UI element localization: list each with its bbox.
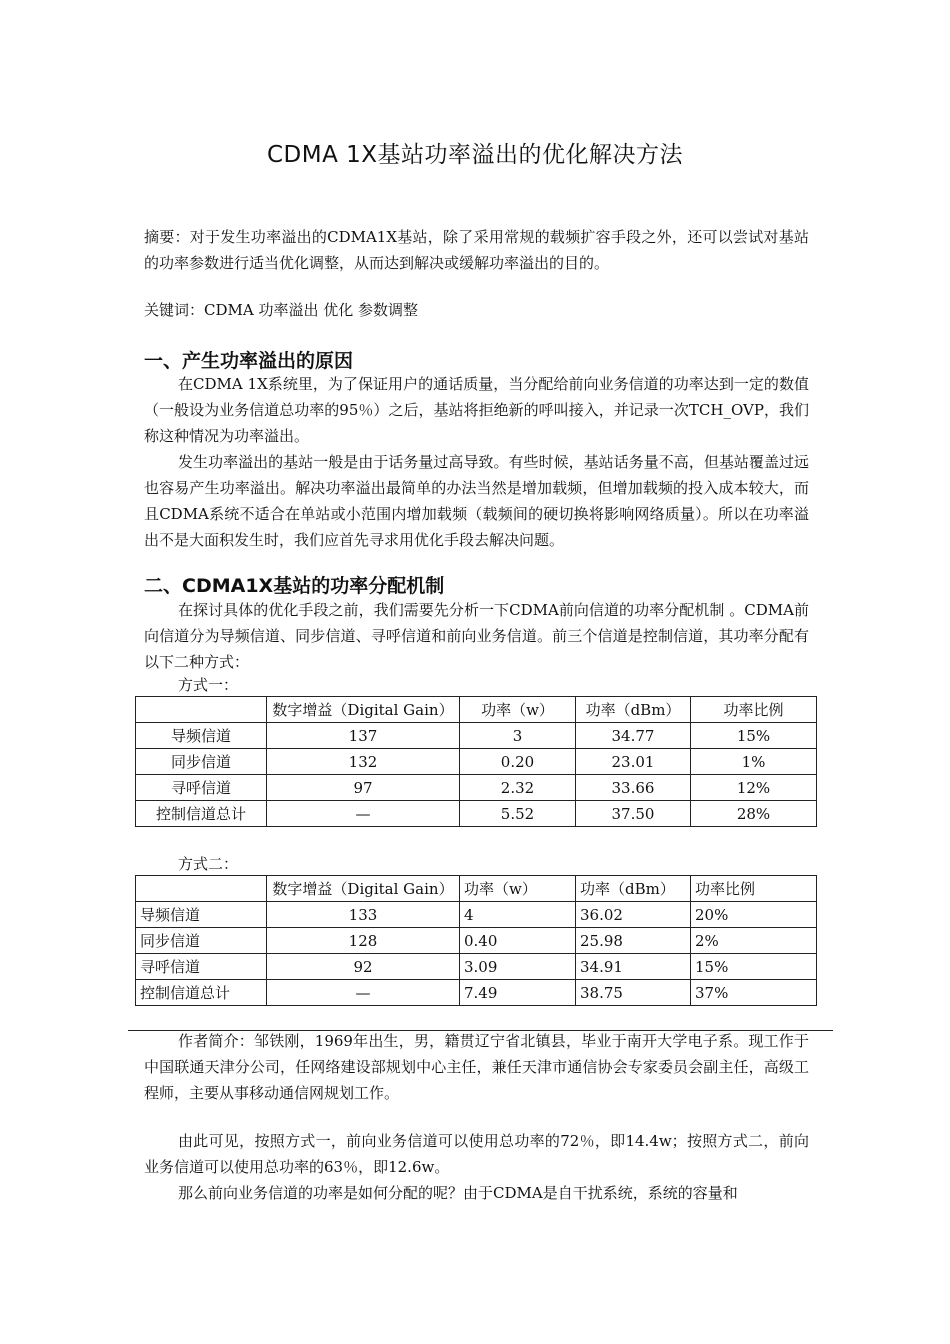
table-cell: 3.09: [460, 954, 576, 980]
table-cell: —: [267, 801, 460, 827]
table-cell: 37.50: [576, 801, 691, 827]
table-row: [136, 928, 817, 954]
author-note: 作者简介：邹铁刚，1969年出生，男，籍贯辽宁省北镇县，毕业于南开大学电子系。现工作于中国联通天津分公司，任网络建设部规划中心主任，兼任天津市通信协会专家委员会副主任，高级工程师，主要从事移动通信网规划工作。: [144, 1032, 809, 1102]
table-row: [136, 749, 817, 775]
table-header-cell: 功率比例: [691, 697, 817, 723]
table-cell: 92: [267, 954, 460, 980]
document-title: CDMA 1X基站功率溢出的优化解决方法: [266, 142, 684, 168]
table-cell: 128: [267, 928, 460, 954]
table-cell: 23.01: [576, 749, 691, 775]
section2-paragraph-1: 在探讨具体的优化手段之前，我们需要先分析一下CDMA前向信道的功率分配机制 。CDMA前向信道分为导频信道、同步信道、寻呼信道和前向业务信道。前三个信道是控制信道，其功率分配有以下二种方式：: [144, 601, 809, 671]
section2-heading: 二、CDMA1X基站的功率分配机制: [144, 575, 445, 597]
table-header-cell: [136, 697, 267, 723]
table-row: [136, 902, 817, 928]
table-cell: 1%: [691, 749, 817, 775]
table-cell: 控制信道总计: [136, 980, 267, 1006]
table-cell: 132: [267, 749, 460, 775]
table-cell: 3: [460, 723, 576, 749]
table-cell: 28%: [691, 801, 817, 827]
table-cell: 97: [267, 775, 460, 801]
table-header-cell: [136, 876, 267, 902]
table-cell: 20%: [691, 902, 817, 928]
table-cell: 12%: [691, 775, 817, 801]
conclusion-paragraph-1: 由此可见，按照方式一，前向业务信道可以使用总功率的72％，即14.4w；按照方式二，前向业务信道可以使用总功率的63％，即12.6w。: [144, 1132, 809, 1176]
table-cell: 38.75: [576, 980, 691, 1006]
table-header-cell: 功率比例: [691, 876, 817, 902]
table-cell: 2.32: [460, 775, 576, 801]
table-cell: 15%: [691, 723, 817, 749]
section1-heading: 一、产生功率溢出的原因: [144, 350, 354, 372]
table-header-cell: 数字增益（Digital Gain）: [267, 876, 460, 902]
table-header-cell: 功率（dBm）: [576, 697, 691, 723]
section1-paragraph-2: 发生功率溢出的基站一般是由于话务量过高导致。有些时候，基站话务量不高，但基站覆盖过远也容易产生功率溢出。解决功率溢出最简单的办法当然是增加载频，但增加载频的投入成本较大，而且CDMA系统不适合在单站或小范围内增加载频（载频间的硬切换将影响网络质量）。所以在功率溢出不是大面积发生时，我们应首先寻求用优化手段去解决问题。: [144, 453, 809, 549]
conclusion-paragraph-2: 那么前向业务信道的功率是如何分配的呢？由于CDMA是自干扰系统，系统的容量和: [178, 1184, 738, 1202]
table-cell: 15%: [691, 954, 817, 980]
abstract: 摘要：对于发生功率溢出的CDMA1X基站，除了采用常规的载频扩容手段之外，还可以尝试对基站的功率参数进行适当优化调整，从而达到解决或缓解功率溢出的目的。: [144, 228, 809, 272]
table-cell: 5.52: [460, 801, 576, 827]
table-cell: 寻呼信道: [136, 775, 267, 801]
table-row: [136, 723, 817, 749]
table-cell: 控制信道总计: [136, 801, 267, 827]
table-cell: 34.91: [576, 954, 691, 980]
method2-label: 方式二：: [178, 855, 239, 873]
method1-table: [135, 696, 817, 827]
table-row: [136, 980, 817, 1006]
method1-label: 方式一：: [178, 676, 239, 694]
table-row: [136, 775, 817, 801]
table-header-row: [136, 876, 817, 902]
table-row: [136, 801, 817, 827]
table-cell: 同步信道: [136, 928, 267, 954]
table-cell: 0.20: [460, 749, 576, 775]
table-cell: —: [267, 980, 460, 1006]
table-cell: 25.98: [576, 928, 691, 954]
table-cell: 36.02: [576, 902, 691, 928]
table-cell: 2%: [691, 928, 817, 954]
table-cell: 同步信道: [136, 749, 267, 775]
table-cell: 导频信道: [136, 723, 267, 749]
section1-paragraph-1: 在CDMA 1X系统里，为了保证用户的通话质量，当分配给前向业务信道的功率达到一定的数值（一般设为业务信道总功率的95％）之后，基站将拒绝新的呼叫接入，并记录一次TCH_OVP，我们称这种情况为功率溢出。: [144, 375, 809, 445]
table-cell: 34.77: [576, 723, 691, 749]
table-header-cell: 功率（w）: [460, 876, 576, 902]
table-cell: 7.49: [460, 980, 576, 1006]
table-cell: 33.66: [576, 775, 691, 801]
table-header-cell: 功率（dBm）: [576, 876, 691, 902]
table-cell: 137: [267, 723, 460, 749]
table-cell: 寻呼信道: [136, 954, 267, 980]
keywords: 关键词：CDMA 功率溢出 优化 参数调整: [144, 301, 419, 319]
table-header-cell: 功率（w）: [460, 697, 576, 723]
table-header-cell: 数字增益（Digital Gain）: [267, 697, 460, 723]
table-cell: 4: [460, 902, 576, 928]
table-cell: 133: [267, 902, 460, 928]
table-cell: 导频信道: [136, 902, 267, 928]
table-row: [136, 954, 817, 980]
table-header-row: [136, 697, 817, 723]
table-cell: 37%: [691, 980, 817, 1006]
table-cell: 0.40: [460, 928, 576, 954]
method2-table: [135, 875, 817, 1006]
